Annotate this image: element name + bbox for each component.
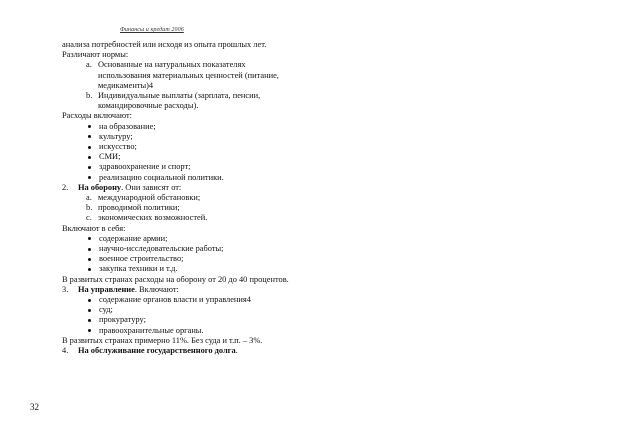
list-item (86, 91, 292, 111)
list-marker: a. (86, 193, 92, 203)
list-item (88, 264, 292, 274)
defense-includes-list (88, 234, 292, 275)
list-item-text: Основанные на натуральных показателях использования материальных ценностей (питание, медикаменты)4 (98, 60, 279, 90)
list-item (88, 122, 292, 132)
section-title: На управление (78, 284, 135, 294)
list-item-text: искусство; (99, 142, 137, 152)
list-item (86, 60, 292, 91)
list-item (88, 254, 292, 264)
list-item (88, 305, 292, 315)
list-item-text: Индивидуальные выплаты (зарплата, пенсии, командировочные расходы). (98, 91, 261, 111)
list-item-text: культуру; (99, 131, 133, 141)
bullet-icon (88, 319, 91, 322)
bullet-icon (88, 248, 91, 251)
list-item (86, 213, 292, 223)
page-content (62, 40, 292, 356)
section-debt (62, 346, 292, 356)
list-item (88, 244, 292, 254)
list-marker: b. (86, 91, 93, 101)
bullet-icon (88, 176, 91, 179)
intro-paragraph: анализа потребностей или исходя из опыта прошлых лет. Различают нормы: (62, 40, 267, 60)
list-item-text: научно-исследовательские работы; (99, 244, 224, 254)
section-title-rest: . Они зависят от: (121, 182, 182, 192)
list-item-text: реализацию социальной политики. (99, 172, 224, 182)
defense-note: В развитых странах расходы на оборону от 20 до 40 процентов. (62, 274, 289, 284)
list-item (88, 162, 292, 172)
section-title: На оборону (78, 182, 122, 192)
defense-factors-list (86, 193, 292, 224)
bullet-icon (88, 309, 91, 312)
section-number: 3. (62, 284, 69, 294)
list-item-text: суд; (99, 305, 113, 315)
management-list (88, 295, 292, 336)
section-title-rest: . Включают: (134, 284, 179, 294)
list-item-text: международной обстановки; (98, 193, 201, 203)
bullet-icon (88, 166, 91, 169)
expenses-lead: Расходы включают: (62, 111, 132, 121)
list-item (88, 152, 292, 162)
list-item-text: прокуратуру; (99, 315, 146, 325)
list-item-text: на образование; (99, 121, 156, 131)
section-title-rest: . (235, 346, 238, 356)
bullet-icon (88, 125, 91, 128)
list-item (88, 326, 292, 336)
norms-list (86, 60, 292, 111)
bullet-icon (88, 156, 91, 159)
list-item-text: здравоохранение и спорт; (99, 162, 191, 172)
list-item-text: проводимой политики; (98, 203, 180, 213)
list-item (88, 173, 292, 183)
list-item-text: закупка техники и т.д. (99, 264, 178, 274)
list-item-text: военное строительство; (99, 254, 184, 264)
bullet-icon (88, 258, 91, 261)
list-item-text: содержание органов власти и управления4 (99, 295, 251, 305)
page-number: 32 (30, 402, 39, 412)
bullet-icon (88, 329, 91, 332)
list-item (88, 142, 292, 152)
management-note: В развитых странах примерно 11%. Без суда и т.п. – 3%. (62, 335, 263, 345)
section-number: 4. (62, 346, 69, 356)
section-number: 2. (62, 182, 69, 192)
expenses-list (88, 122, 292, 183)
list-marker: c. (86, 213, 92, 223)
bullet-icon (88, 299, 91, 302)
list-item-text: правоохранительные органы. (99, 325, 204, 335)
bullet-icon (88, 135, 91, 138)
list-item-text: содержание армии; (99, 233, 168, 243)
list-item (88, 295, 292, 305)
section-defense (62, 183, 292, 193)
bullet-icon (88, 268, 91, 271)
list-item (86, 203, 292, 213)
section-title: На обслуживание государственного долга (78, 346, 236, 356)
list-item-text: СМИ; (99, 152, 121, 162)
running-header: Финансы и кредит 2006 (120, 27, 184, 33)
defense-includes-lead: Включают в себя: (62, 223, 126, 233)
list-item (88, 315, 292, 325)
list-item (88, 234, 292, 244)
bullet-icon (88, 237, 91, 240)
list-item (88, 132, 292, 142)
list-marker: a. (86, 60, 92, 70)
section-management (62, 285, 292, 295)
bullet-icon (88, 146, 91, 149)
list-marker: b. (86, 203, 93, 213)
list-item-text: экономических возможностей. (98, 213, 208, 223)
list-item (86, 193, 292, 203)
